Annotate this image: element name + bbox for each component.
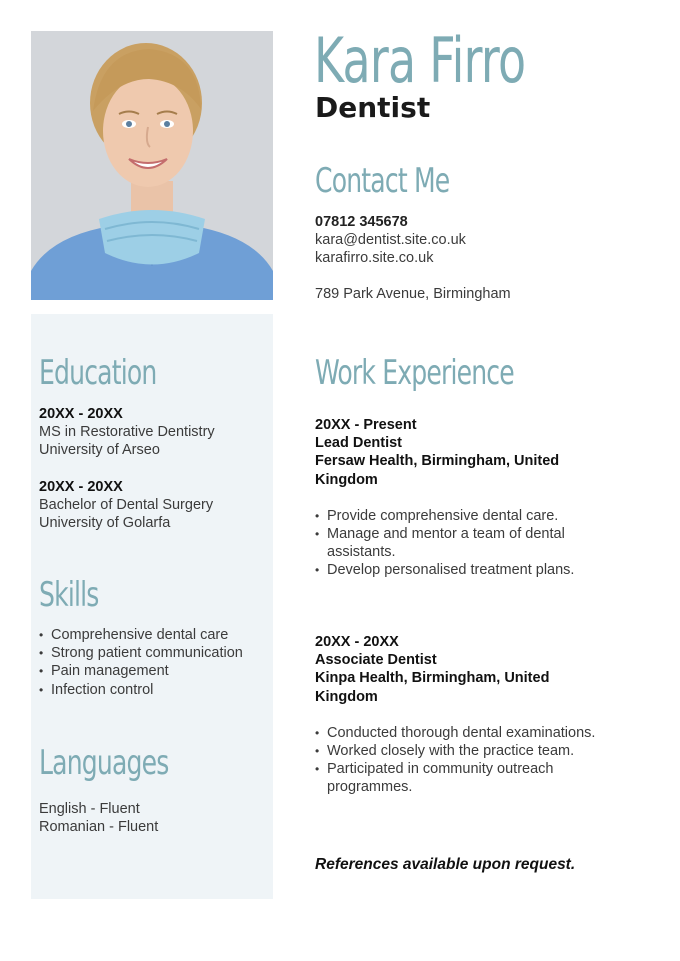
education-degree: Bachelor of Dental Surgery: [39, 496, 214, 513]
job-duties-list: [315, 724, 615, 797]
job-years: 20XX - Present: [315, 417, 417, 433]
skills-section: [39, 626, 271, 699]
job-employer-cont: Kingdom: [315, 688, 378, 705]
skill-item: • Infection control: [39, 681, 271, 699]
job-position: Associate Dentist: [315, 652, 437, 669]
contact-phone: 07812 345678: [315, 214, 408, 230]
education-years: 20XX - 20XX: [39, 478, 123, 495]
job-duty: • Manage and mentor a team of dental assistants.: [315, 525, 615, 561]
references-note: References available upon request.: [315, 856, 576, 873]
job-employer: Fersaw Health, Birmingham, United: [315, 453, 560, 470]
skill-item: • Comprehensive dental care: [39, 626, 271, 644]
contact-section: [315, 213, 511, 303]
job-entry: [315, 416, 645, 580]
education-years: 20XX - 20XX: [39, 406, 123, 422]
contact-website: karafirro.site.co.uk: [315, 250, 434, 267]
contact-address: 789 Park Avenue, Birmingham: [315, 285, 511, 302]
portrait-illustration: [31, 31, 273, 300]
skills-list: [39, 626, 271, 699]
work-experience-heading: Work Experience: [315, 353, 514, 393]
education-entry: [39, 478, 269, 533]
candidate-name: Kara Firro: [314, 24, 526, 97]
job-employer: Kinpa Health, Birmingham, United: [315, 670, 550, 687]
job-duty: • Conducted thorough dental examinations.: [315, 724, 615, 742]
job-employer-cont: Kingdom: [315, 471, 378, 488]
languages-section: [39, 800, 158, 836]
languages-heading: Languages: [39, 743, 169, 783]
skill-item: • Pain management: [39, 662, 271, 680]
job-position: Lead Dentist: [315, 435, 403, 452]
skills-heading: Skills: [39, 575, 99, 615]
education-school: University of Golarfa: [39, 515, 171, 532]
education-degree: MS in Restorative Dentistry: [39, 424, 215, 441]
education-section: [39, 405, 269, 532]
job-years: 20XX - 20XX: [315, 634, 399, 650]
job-duty: • Worked closely with the practice team.: [315, 742, 615, 760]
contact-heading: Contact Me: [315, 161, 450, 201]
job-entry: [315, 633, 645, 797]
job-duty: • Develop personalised treatment plans.: [315, 561, 615, 579]
job-duty: • Provide comprehensive dental care.: [315, 507, 615, 525]
education-heading: Education: [39, 353, 157, 393]
contact-email: kara@dentist.site.co.uk: [315, 232, 466, 249]
candidate-role: Dentist: [315, 91, 431, 124]
skill-item: • Strong patient communication: [39, 644, 271, 662]
profile-photo: [31, 31, 273, 300]
job-duty: • Participated in community outreach programmes.: [315, 760, 615, 796]
language-item: English - Fluent: [39, 801, 140, 817]
education-school: University of Arseo: [39, 442, 160, 459]
education-entry: [39, 405, 269, 460]
job-duties-list: [315, 507, 615, 580]
language-item: Romanian - Fluent: [39, 819, 159, 836]
